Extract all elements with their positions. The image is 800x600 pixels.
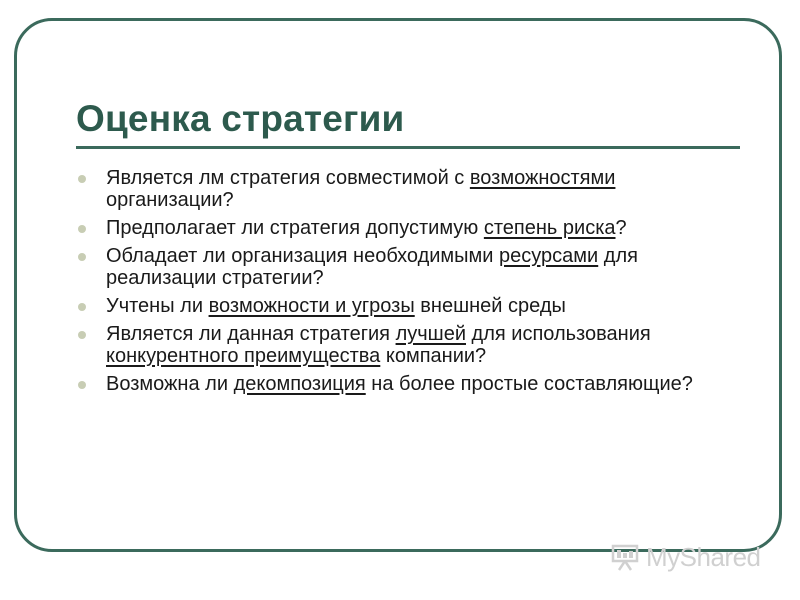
bullet-text: Учтены ли xyxy=(106,295,209,317)
bullet-text: для использования xyxy=(466,323,651,345)
bullet-text: компании? xyxy=(380,345,487,367)
slide-title: Оценка стратегии xyxy=(76,98,405,139)
bullet-text: ? xyxy=(615,217,627,239)
watermark-logo xyxy=(610,540,761,574)
watermark-text: MyShared xyxy=(646,541,761,572)
bullet-text: Предполагает ли стратегия допустимую xyxy=(106,217,484,239)
underlined-term: декомпозиция xyxy=(233,373,366,395)
presentation-board-icon xyxy=(610,543,640,571)
bullet-list xyxy=(78,167,728,401)
bullet-text: Является ли данная стратегия xyxy=(106,323,396,345)
bullet-text: организации? xyxy=(106,189,234,211)
title-divider xyxy=(76,146,740,149)
underlined-term: ресурсами xyxy=(499,245,599,267)
bullet-item xyxy=(78,217,728,239)
bullet-item xyxy=(78,323,728,367)
bullet-text: для реализации стратегии? xyxy=(106,245,638,289)
bullet-text: Обладает ли организация необходимыми xyxy=(106,245,500,267)
bullet-item xyxy=(78,295,728,317)
underlined-term: возможности и угрозы xyxy=(208,295,415,317)
bullet-item xyxy=(78,245,728,289)
bullet-text: на более простые составляющие? xyxy=(365,373,693,395)
bullet-dot-icon xyxy=(78,331,86,339)
bullet-text: Является лм стратегия совместимой с xyxy=(106,167,470,189)
bullet-dot-icon xyxy=(78,253,86,261)
bullet-dot-icon xyxy=(78,381,86,389)
bullet-item xyxy=(78,167,728,211)
bullet-text: внешней среды xyxy=(414,295,566,317)
bullet-dot-icon xyxy=(78,303,86,311)
bullet-text: Возможна ли xyxy=(106,373,234,395)
underlined-term: лучшей xyxy=(395,323,466,345)
bullet-item xyxy=(78,373,728,395)
underlined-term: степень риска xyxy=(483,217,616,239)
bullet-dot-icon xyxy=(78,225,86,233)
underlined-term: конкурентного преимущества xyxy=(106,345,381,367)
underlined-term: возможностями xyxy=(469,167,616,189)
bullet-dot-icon xyxy=(78,175,86,183)
